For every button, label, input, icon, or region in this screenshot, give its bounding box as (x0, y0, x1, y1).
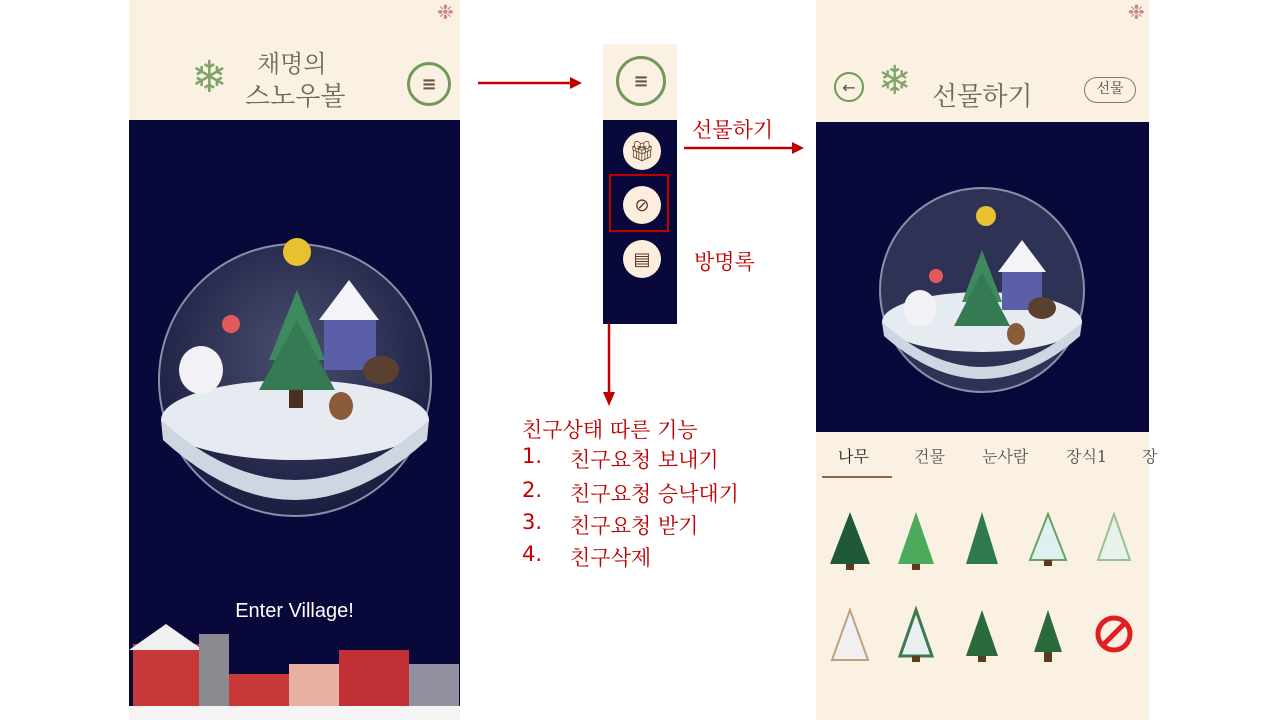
back-button[interactable] (834, 72, 864, 102)
gift-annotation: 선물하기 (692, 118, 774, 142)
item-grid (816, 500, 1149, 700)
snowglobe-illustration (129, 120, 460, 598)
tree-item[interactable] (898, 512, 934, 570)
snowflake-icon: ❄ (191, 52, 228, 103)
menu-button[interactable] (616, 56, 666, 106)
guestbook-annotation: 방명록 (694, 250, 755, 274)
tree-item[interactable] (1098, 514, 1130, 560)
chat-icon: ▤ (633, 248, 651, 270)
menu-button[interactable] (407, 62, 451, 106)
friend-button-highlight (609, 174, 669, 232)
guestbook-button[interactable] (623, 240, 661, 278)
friend-arrow (601, 322, 617, 408)
list-item-number: 2. (522, 478, 543, 502)
list-item-number: 4. (522, 542, 543, 566)
list-item-text: 친구요청 받기 (570, 514, 699, 538)
snowglobe-illustration (816, 122, 1149, 432)
list-item-number: 3. (522, 510, 543, 534)
snowglobe-scene (129, 120, 460, 598)
ornament-icon: ❉ (1128, 0, 1145, 24)
tree-item[interactable] (832, 610, 868, 660)
tree-item[interactable] (1034, 610, 1062, 662)
enter-village-label[interactable]: Enter Village! (235, 600, 354, 622)
tab-decoration1[interactable]: 장식1 (1066, 447, 1108, 466)
gift-arrow (682, 140, 808, 156)
tree-item[interactable] (1030, 514, 1066, 566)
friend-features-title: 친구상태 따른 기능 (522, 418, 698, 442)
right-header (816, 0, 1149, 122)
left-screen (129, 0, 460, 720)
friend-remove-icon: ⊘ (634, 194, 650, 216)
tab-more[interactable]: 장 (1142, 447, 1158, 466)
snowglobe-preview (816, 122, 1149, 432)
snowflake-icon: ❄ (878, 58, 912, 104)
village-houses-illustration (129, 620, 460, 720)
tab-tree[interactable]: 나무 (838, 447, 869, 466)
gift-button[interactable] (623, 132, 661, 170)
hamburger-icon: ≡ (633, 70, 649, 92)
category-tabs (816, 432, 1158, 480)
tree-item[interactable] (966, 512, 998, 564)
tree-item[interactable] (966, 610, 998, 662)
list-item-text: 친구요청 보내기 (570, 448, 719, 472)
tab-snowman[interactable]: 눈사람 (982, 447, 1029, 466)
remove-item-icon[interactable] (1098, 618, 1130, 650)
tree-item[interactable] (830, 512, 870, 570)
list-item-number: 1. (522, 444, 543, 468)
list-item-text: 친구요청 승낙대기 (570, 482, 739, 506)
village-banner[interactable] (129, 598, 460, 720)
page-title: 선물하기 (932, 82, 1033, 112)
tab-building[interactable]: 건물 (914, 447, 945, 466)
gift-icon: 🎁︎ (629, 139, 655, 163)
right-screen (816, 0, 1158, 720)
list-item-text: 친구삭제 (570, 546, 652, 570)
hamburger-icon: ≡ (421, 73, 437, 95)
menu-header-crop (603, 44, 677, 120)
flow-arrow (476, 73, 586, 93)
page-title-line1: 채명의 (257, 50, 327, 78)
page-title-line2: 스노우볼 (245, 82, 346, 112)
active-tab-underline (822, 476, 892, 478)
ornament-icon: ❉ (437, 0, 454, 24)
send-gift-button[interactable]: 선물 (1084, 77, 1136, 103)
tree-item[interactable] (900, 610, 932, 662)
back-arrow-icon: ← (842, 77, 856, 97)
left-header (129, 0, 460, 120)
